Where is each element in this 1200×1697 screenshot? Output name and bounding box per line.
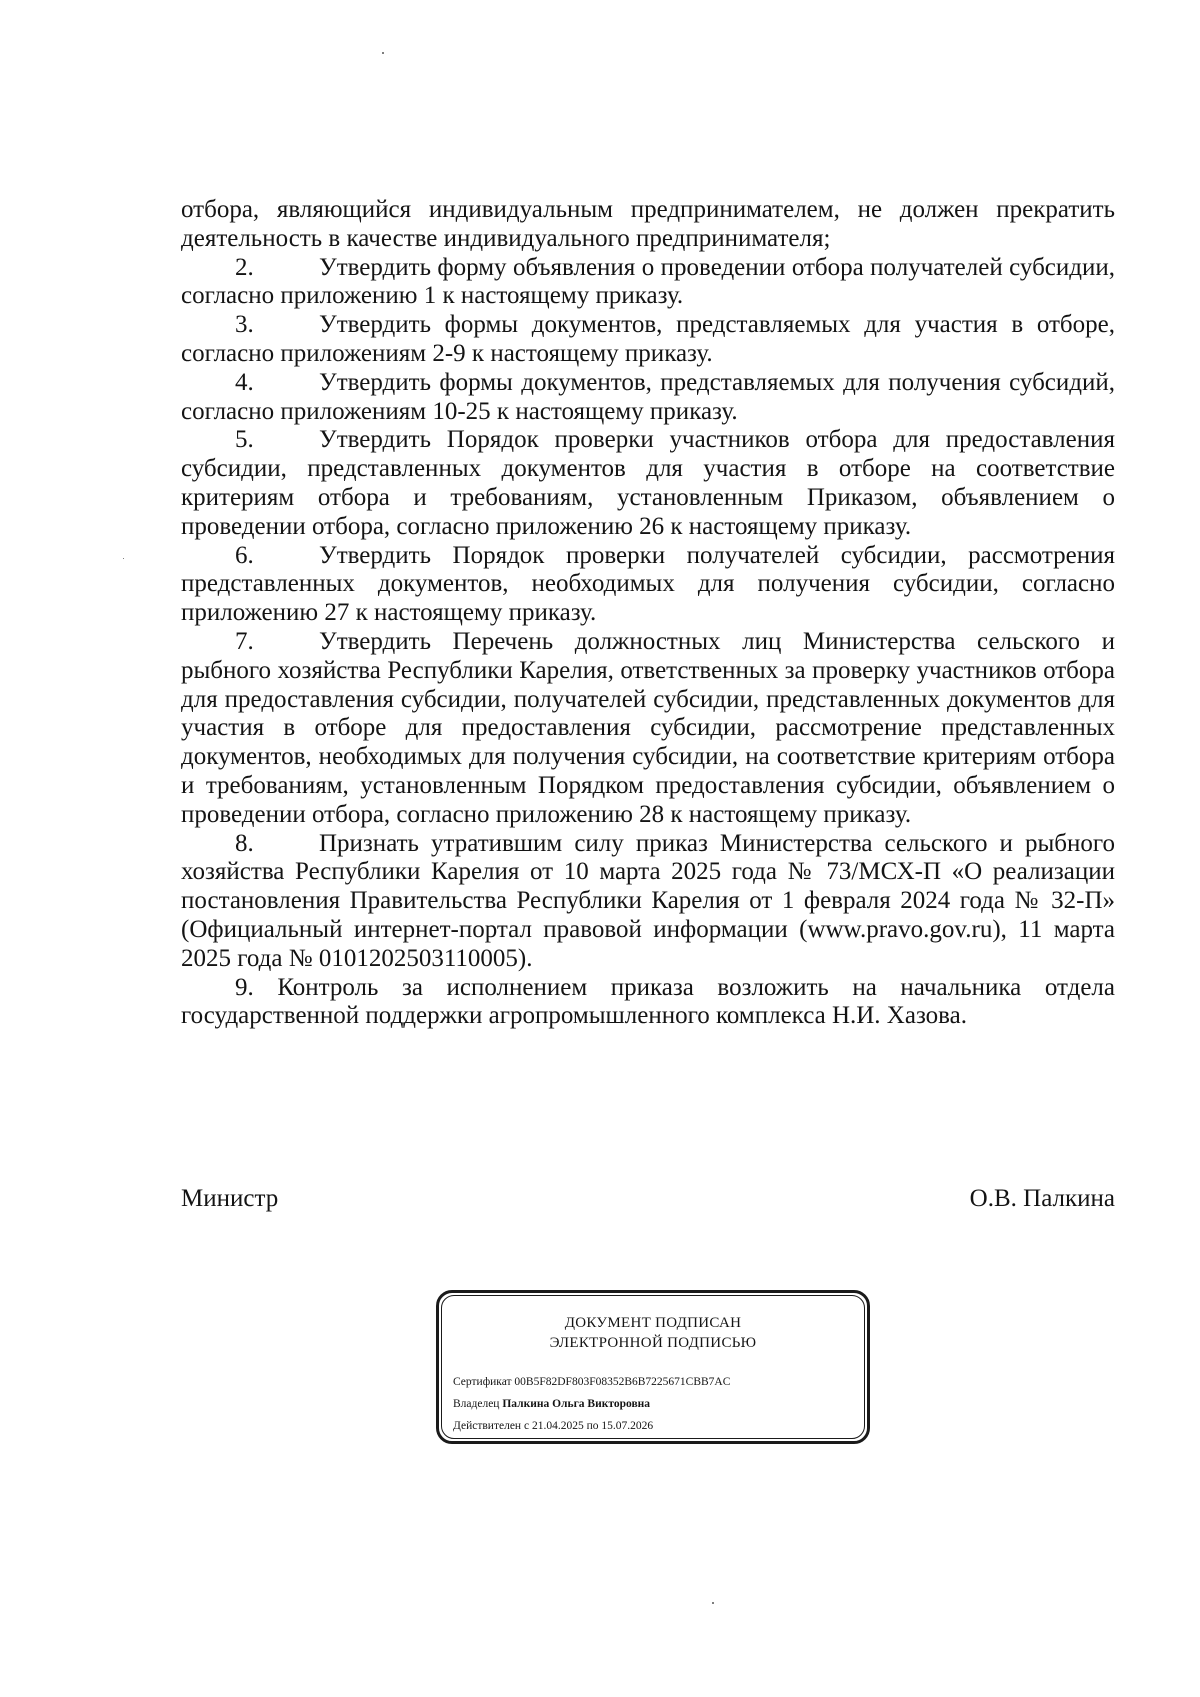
- scan-speck: [123, 558, 124, 559]
- order-item-8: [181, 830, 1115, 974]
- signature-block: [181, 1185, 1115, 1217]
- valid-to-label: по: [586, 1420, 599, 1432]
- valid-from: 21.04.2025: [531, 1420, 584, 1432]
- item-text: Утвердить форму объявления о проведении отбора получателей субсидии, согласно приложению 1 к настоящему приказу.: [181, 253, 1115, 310]
- item-number: 4.: [235, 368, 254, 396]
- stamp-certificate: [453, 1375, 730, 1389]
- cert-value: 00B5F82DF803F08352B6B7225671CBB7AC: [514, 1376, 731, 1388]
- order-body: [181, 196, 1115, 1031]
- signer-position: Министр: [181, 1185, 279, 1212]
- item-text: Утвердить Порядок проверки участников отбора для предоставления субсидии, представленных документов для участия в отборе на соответствие критериям отбора и требованиям, установленным Приказом, объявлением о проведении отбора, согласно приложению 26 к настоящему приказу.: [181, 426, 1115, 540]
- item-number: 2.: [235, 253, 254, 281]
- electronic-signature-stamp: [436, 1290, 870, 1444]
- order-item-5: [181, 426, 1115, 541]
- item-number: 8.: [235, 829, 254, 857]
- item-text: Утвердить Порядок проверки получателей субсидии, рассмотрения представленных документов, необходимых для получения субсидии, согласно приложению 27 к настоящему приказу.: [181, 541, 1115, 627]
- item-text: Утвердить формы документов, представляемых для получения субсидий, согласно приложениям 10-25 к настоящему приказу.: [181, 368, 1115, 425]
- stamp-heading: ДОКУМЕНТ ПОДПИСАН: [564, 1315, 742, 1331]
- intro-paragraph: отбора, являющийся индивидуальным предпринимателем, не должен прекратить деятельность в качестве индивидуального предпринимателя;: [181, 196, 1115, 252]
- scan-speck: [382, 52, 384, 54]
- valid-to: 15.07.2026: [601, 1420, 654, 1432]
- owner-value: Палкина Ольга Викторовна: [502, 1398, 651, 1410]
- stamp-heading: ЭЛЕКТРОННОЙ ПОДПИСЬЮ: [549, 1335, 757, 1351]
- item-text: Утвердить формы документов, представляемых для участия в отборе, согласно приложениям 2-9 к настоящему приказу.: [181, 311, 1115, 367]
- order-item-7: [181, 628, 1115, 830]
- item-number: 6.: [235, 541, 254, 569]
- item-text: Признать утратившим силу приказ Министерства сельского и рыбного хозяйства Республики Карелия от 10 марта 2025 года № 73/МСХ-П «О реализации постановления Правительства Республики Карелия от 1 февраля 2024 года № 32-П» (Официальный интернет-портал правовой информации (www.pravo.gov.ru), 11 марта 2025 года № 0101202503110005).: [181, 829, 1115, 972]
- item-number: 7.: [235, 627, 254, 655]
- order-item-3: [181, 311, 1115, 369]
- owner-label: Владелец: [453, 1398, 500, 1410]
- scan-speck: [712, 1602, 714, 1604]
- valid-label: Действителен с: [453, 1420, 530, 1432]
- order-item-6: [181, 542, 1115, 628]
- item-text: Утвердить Перечень должностных лиц Министерства сельского и рыбного хозяйства Республики Карелия, ответственных за проверку участников отбора для предоставления субсидии, получателей субсидии, представленных документов для участия в отборе для предоставления субсидии, рассмотрение представленных документов, необходимых для получения субсидии, на соответствие критериям отбора и требованиям, установленным Порядком предоставления субсидии, объявлением о проведении отбора, согласно приложению 28 к настоящему приказу.: [181, 627, 1115, 828]
- order-item-4: [181, 369, 1115, 427]
- item-number: 3.: [235, 311, 254, 339]
- signer-name: О.В. Палкина: [969, 1185, 1115, 1212]
- order-item-9: 9. Контроль за исполнением приказа возложить на начальника отдела государственной поддержки агропромышленного комплекса Н.И. Хазова.: [181, 973, 1115, 1030]
- cert-label: Сертификат: [453, 1376, 512, 1388]
- order-item-2: [181, 254, 1115, 312]
- stamp-owner: [453, 1397, 650, 1411]
- item-number: 5.: [235, 426, 254, 454]
- stamp-validity: [453, 1419, 653, 1433]
